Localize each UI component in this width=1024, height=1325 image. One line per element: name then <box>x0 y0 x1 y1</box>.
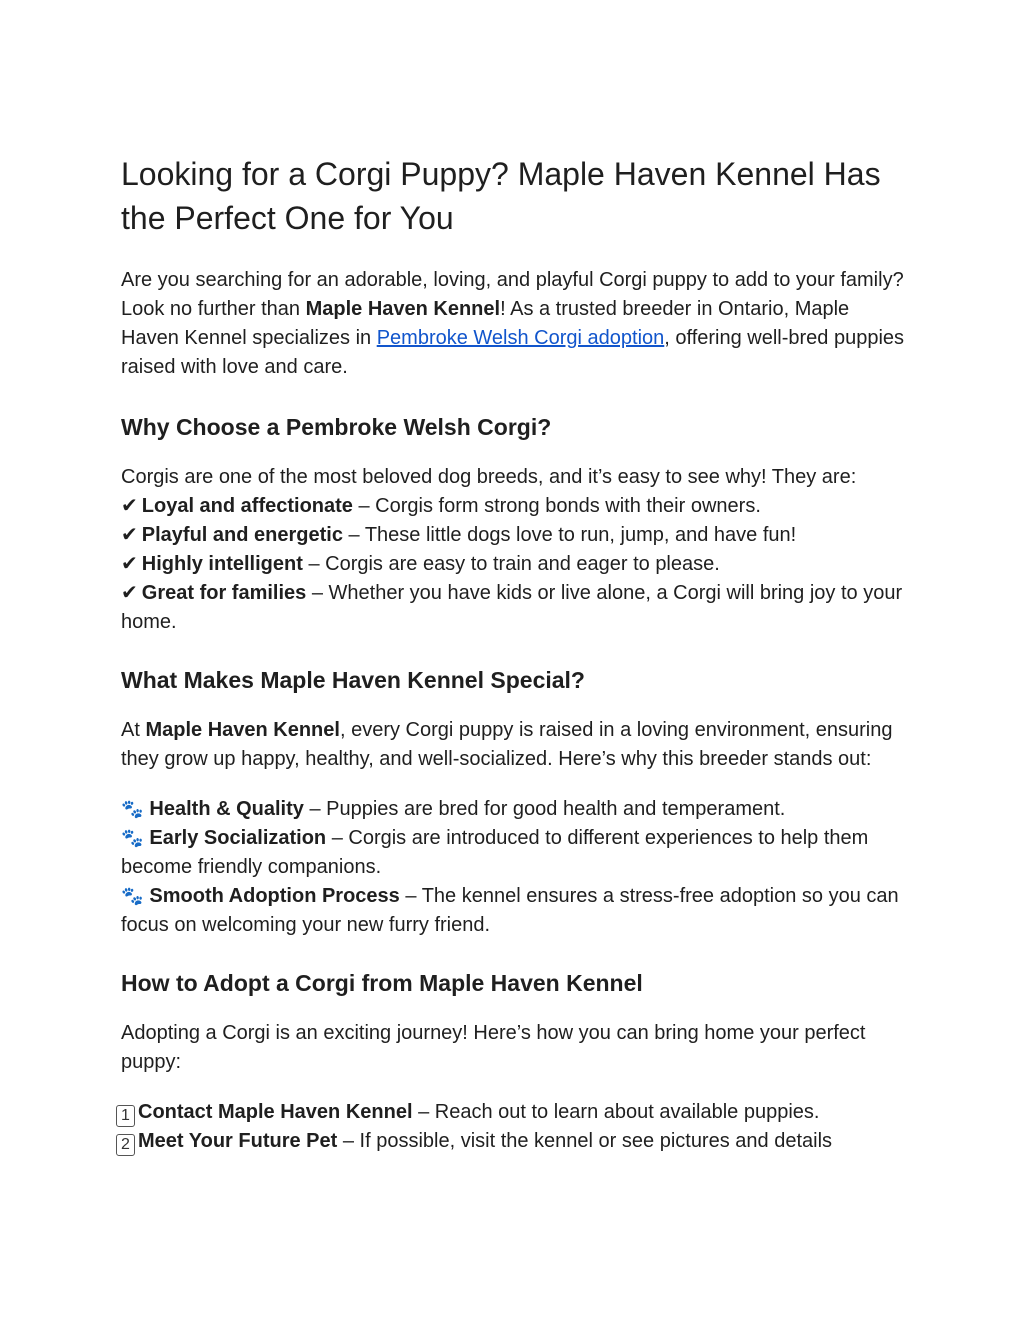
keycap-one-icon: 1 <box>116 1105 135 1127</box>
checkmark-icon: ✔ <box>121 524 138 546</box>
special-kennel-name: Maple Haven Kennel <box>145 719 340 741</box>
step-text: – If possible, visit the kennel or see pictures and details <box>337 1130 833 1152</box>
why-lead: Corgis are one of the most beloved dog breeds, and it’s easy to see why! They are: <box>121 466 857 488</box>
corgi-adoption-link[interactable]: Pembroke Welsh Corgi adoption <box>376 327 665 349</box>
feature-item <box>121 795 911 824</box>
feature-title: Early Socialization <box>149 827 327 849</box>
adopt-lead: Adopting a Corgi is an exciting journey! Here’s how you can bring home your perfect puppy: <box>121 1022 866 1073</box>
page-title: Looking for a Corgi Puppy? Maple Haven Kennel Has the Perfect One for You <box>121 156 881 236</box>
step-item <box>121 1098 911 1127</box>
why-heading: Why Choose a Pembroke Welsh Corgi? <box>121 414 552 440</box>
intro-paragraph <box>121 266 911 382</box>
intro-text-2: ! As a trusted breeder in Ontario, Maple Haven Kennel specializes in <box>121 298 850 349</box>
special-paragraph <box>121 716 911 774</box>
document-content <box>121 152 911 1156</box>
checkmark-icon: ✔ <box>121 553 138 575</box>
step-item <box>121 1127 911 1156</box>
trait-item <box>121 579 911 637</box>
intro-text-3: , offering well-bred puppies raised with love and care. <box>121 327 905 378</box>
feature-item <box>121 824 911 882</box>
feature-title: Smooth Adoption Process <box>149 885 400 907</box>
intro-kennel-name: Maple Haven Kennel <box>305 298 501 320</box>
special-text-1: At <box>121 719 146 741</box>
special-features <box>121 795 911 940</box>
feature-text: – The kennel ensures a stress-free adoption so you can focus on welcoming your new furry friend. <box>121 885 899 936</box>
special-heading: What Makes Maple Haven Kennel Special? <box>121 667 585 693</box>
trait-title: Great for families <box>141 582 307 604</box>
step-title: Contact Maple Haven Kennel <box>138 1101 413 1123</box>
trait-title: Highly intelligent <box>141 553 303 575</box>
paw-prints-icon: 🐾 <box>121 886 144 906</box>
step-title: Meet Your Future Pet <box>138 1130 338 1152</box>
trait-title: Loyal and affectionate <box>141 495 353 517</box>
trait-text: – Corgis form strong bonds with their owners. <box>352 495 761 517</box>
checkmark-icon: ✔ <box>121 582 138 604</box>
step-text: – Reach out to learn about available puppies. <box>412 1101 820 1123</box>
trait-item <box>121 492 911 521</box>
special-text-2: , every Corgi puppy is raised in a loving environment, ensuring they grow up happy, healthy, and well-socialized. Here’s why this breeder stands out: <box>121 719 893 770</box>
why-paragraph <box>121 463 911 637</box>
keycap-two-icon: 2 <box>116 1134 135 1156</box>
trait-text: – These little dogs love to run, jump, and have fun! <box>342 524 797 546</box>
paw-prints-icon: 🐾 <box>121 799 144 819</box>
paw-prints-icon: 🐾 <box>121 828 144 848</box>
adopt-steps <box>121 1098 911 1156</box>
feature-text: – Puppies are bred for good health and temperament. <box>303 798 786 820</box>
adopt-heading: How to Adopt a Corgi from Maple Haven Kennel <box>121 970 643 996</box>
checkmark-icon: ✔ <box>121 495 138 517</box>
trait-text: – Corgis are easy to train and eager to please. <box>302 553 720 575</box>
trait-item <box>121 521 911 550</box>
trait-text: – Whether you have kids or live alone, a Corgi will bring joy to your home. <box>121 582 903 633</box>
feature-text: – Corgis are introduced to different experiences to help them become friendly companions. <box>121 827 869 878</box>
trait-title: Playful and energetic <box>141 524 343 546</box>
intro-text-1: Are you searching for an adorable, loving, and playful Corgi puppy to add to your family? Look no further than <box>121 269 904 320</box>
feature-item <box>121 882 911 940</box>
trait-item <box>121 550 911 579</box>
feature-title: Health & Quality <box>149 798 304 820</box>
